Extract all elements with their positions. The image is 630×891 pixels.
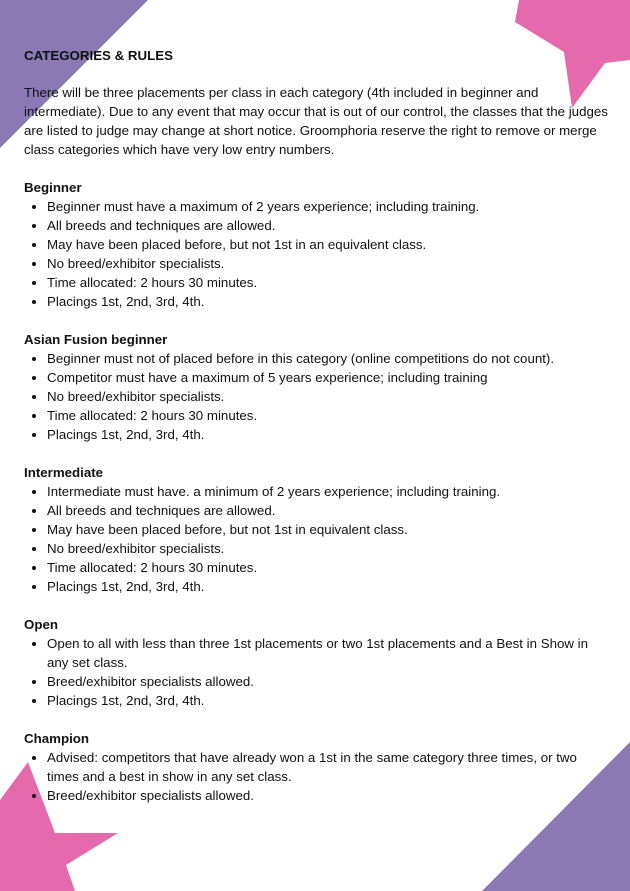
rule-item: Competitor must have a maximum of 5 years experience; including training [47,368,609,387]
category-section [24,729,609,805]
category-section [24,463,609,596]
document-body [24,46,609,824]
intro-paragraph: There will be three placements per class in each category (4th included in beginner and intermediate). Due to any event that may occur that is out of our control, the classes that the judges are listed to judge may change at short notice. Groomphoria reserve the right to remove or merge class categories which have very low entry numbers. [24,85,608,157]
rule-item: Beginner must not of placed before in this category (online competitions do not count). [47,349,609,368]
category-sections [24,178,609,805]
rules-list [24,634,609,710]
rule-item: Placings 1st, 2nd, 3rd, 4th. [47,425,609,444]
category-heading: Asian Fusion beginner [24,332,168,347]
page-title: CATEGORIES & RULES [24,48,173,63]
rule-item: Placings 1st, 2nd, 3rd, 4th. [47,292,609,311]
rule-item: Time allocated: 2 hours 30 minutes. [47,558,609,577]
rules-list [24,482,609,596]
rule-item: May have been placed before, but not 1st in an equivalent class. [47,235,609,254]
category-heading: Champion [24,731,90,746]
rule-item: All breeds and techniques are allowed. [47,501,609,520]
rule-item: Advised: competitors that have already won a 1st in the same category three times, or two times and a best in show in any set class. [47,748,609,786]
category-heading: Open [24,617,58,632]
category-heading: Beginner [24,180,82,195]
category-section [24,178,609,311]
rule-item: Beginner must have a maximum of 2 years experience; including training. [47,197,609,216]
rule-item: Breed/exhibitor specialists allowed. [47,786,609,805]
rules-list [24,748,609,805]
category-section [24,615,609,710]
rule-item: All breeds and techniques are allowed. [47,216,609,235]
rule-item: Time allocated: 2 hours 30 minutes. [47,406,609,425]
rule-item: No breed/exhibitor specialists. [47,539,609,558]
rule-item: Placings 1st, 2nd, 3rd, 4th. [47,691,609,710]
rule-item: May have been placed before, but not 1st in equivalent class. [47,520,609,539]
rule-item: No breed/exhibitor specialists. [47,254,609,273]
rule-item: Time allocated: 2 hours 30 minutes. [47,273,609,292]
rule-item: Intermediate must have. a minimum of 2 years experience; including training. [47,482,609,501]
category-section [24,330,609,444]
rule-item: Placings 1st, 2nd, 3rd, 4th. [47,577,609,596]
rules-list [24,197,609,311]
rules-list [24,349,609,444]
rule-item: Open to all with less than three 1st placements or two 1st placements and a Best in Show in any set class. [47,634,609,672]
rule-item: Breed/exhibitor specialists allowed. [47,672,609,691]
category-heading: Intermediate [24,465,104,480]
rule-item: No breed/exhibitor specialists. [47,387,609,406]
